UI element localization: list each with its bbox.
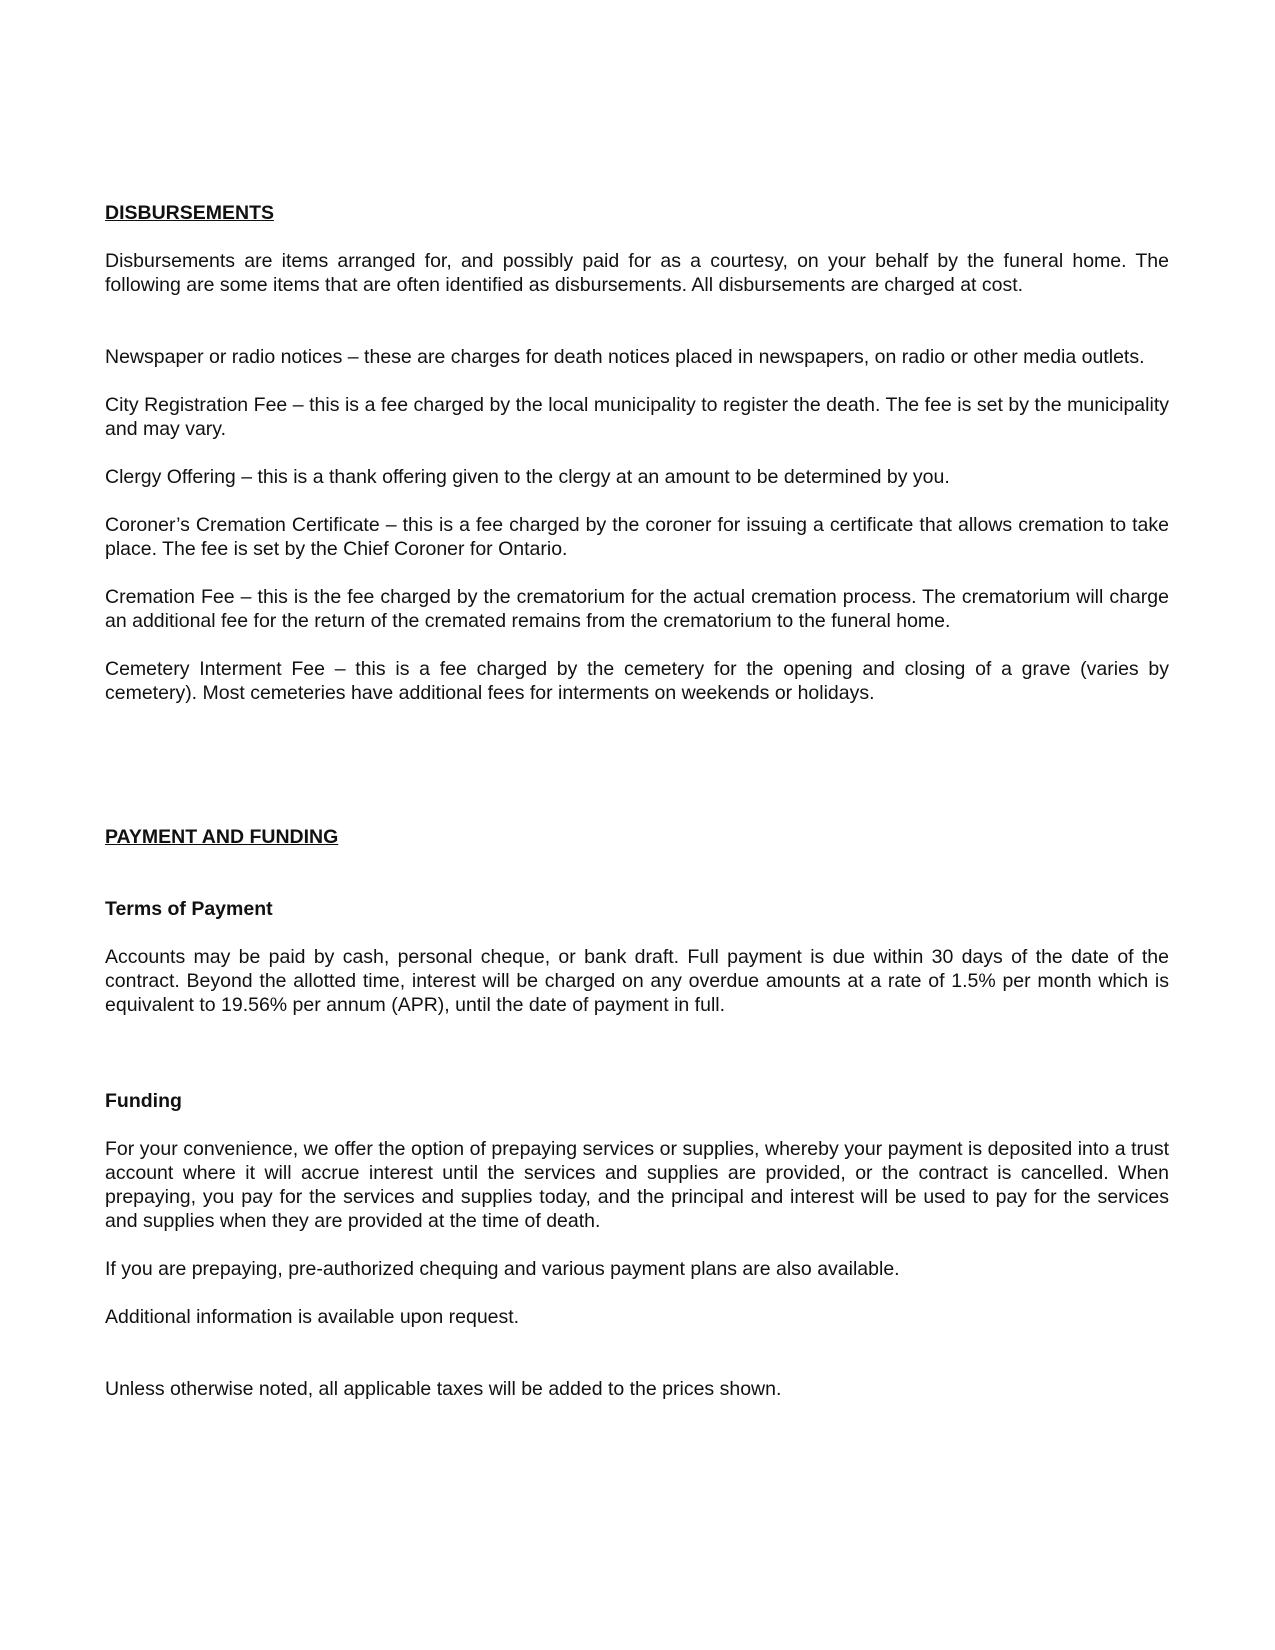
disbursement-item-cemetery-interment-fee: Cemetery Interment Fee – this is a fee charged by the cemetery for the opening and closing of a grave (varies by cemetery). Most cemeteries have additional fees for interments on weekends or holidays. (105, 658, 1169, 704)
funding-text: For your convenience, we offer the option of prepaying services or supplies, whereby your payment is deposited into a trust account where it will accrue interest until the services and supplies are provided, or the contract is cancelled. When prepaying, you pay for the services and supplies today, and the principal and interest will be used to pay for the services and supplies when they are provided at the time of death. (105, 1138, 1169, 1232)
disbursement-item-coroners-certificate: Coroner’s Cremation Certificate – this is a fee charged by the coroner for issuing a certificate that allows cremation to take place. The fee is set by the Chief Coroner for Ontario. (105, 514, 1169, 560)
disbursements-heading: DISBURSEMENTS (105, 202, 275, 224)
disbursements-intro: Disbursements are items arranged for, and possibly paid for as a courtesy, on your behalf by the funeral home. The following are some items that are often identified as disbursements. All disbursements are charged at cost. (105, 250, 1169, 296)
additional-information-text: Additional information is available upon request. (105, 1306, 520, 1328)
taxes-note: Unless otherwise noted, all applicable taxes will be added to the prices shown. (105, 1378, 782, 1400)
disbursement-item-cremation-fee: Cremation Fee – this is the fee charged by the crematorium for the actual cremation process. The crematorium will charge an additional fee for the return of the cremated remains from the crematorium to the funeral home. (105, 586, 1169, 632)
disbursement-item-newspaper-notices: Newspaper or radio notices – these are charges for death notices placed in newspapers, on radio or other media outlets. (105, 346, 1145, 368)
payment-and-funding-heading: PAYMENT AND FUNDING (105, 826, 339, 848)
funding-heading: Funding (105, 1090, 182, 1112)
terms-of-payment-heading: Terms of Payment (105, 898, 273, 920)
disbursement-item-city-registration-fee: City Registration Fee – this is a fee charged by the local municipality to register the death. The fee is set by the municipality and may vary. (105, 394, 1169, 440)
document-body (105, 201, 1169, 1401)
prepaying-plans-text: If you are prepaying, pre-authorized chequing and various payment plans are also available. (105, 1258, 900, 1280)
terms-of-payment-text: Accounts may be paid by cash, personal cheque, or bank draft. Full payment is due within 30 days of the date of the contract. Beyond the allotted time, interest will be charged on any overdue amounts at a rate of 1.5% per month which is equivalent to 19.56% per annum (APR), until the date of payment in full. (105, 946, 1169, 1016)
disbursement-item-clergy-offering: Clergy Offering – this is a thank offering given to the clergy at an amount to be determined by you. (105, 466, 950, 488)
